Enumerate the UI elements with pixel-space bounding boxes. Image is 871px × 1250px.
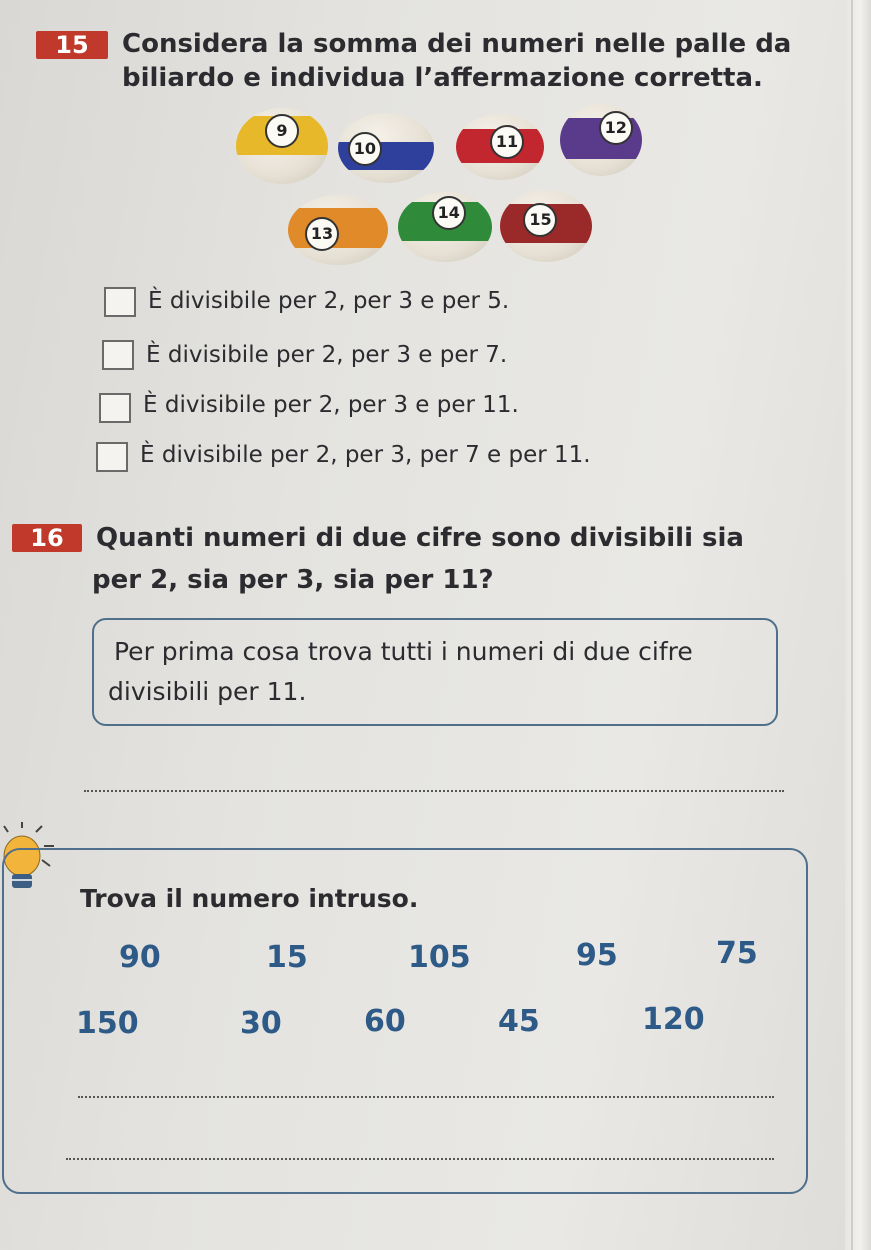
billiard-ball-15: [500, 190, 592, 262]
billiard-ball-11: [456, 114, 544, 180]
question-16-text-line2: per 2, sia per 3, sia per 11?: [92, 565, 494, 595]
option-3-text: È divisibile per 2, per 3 e per 11.: [143, 392, 519, 418]
option-3-checkbox[interactable]: [99, 393, 131, 423]
page-edge: [845, 0, 871, 1250]
intruso-number: 30: [240, 1006, 282, 1041]
question-16-text-line1: Quanti numeri di due cifre sono divisibili sia: [96, 523, 744, 553]
question-15-text-line1: Considera la somma dei numeri nelle palle da: [122, 29, 792, 59]
option-2-checkbox[interactable]: [102, 340, 134, 370]
option-4-checkbox[interactable]: [96, 442, 128, 472]
intruso-title: Trova il numero intruso.: [80, 884, 419, 913]
question-16-badge: 16: [12, 524, 82, 552]
intruso-number: 95: [576, 938, 618, 973]
billiard-ball-14: [398, 192, 492, 262]
hint-box: [92, 618, 778, 726]
option-1-text: È divisibile per 2, per 3 e per 5.: [148, 288, 510, 314]
question-15-text-line2: biliardo e individua l’affermazione corretta.: [122, 63, 763, 93]
ball-number: 9: [265, 114, 299, 148]
intruso-number: 75: [716, 936, 758, 971]
intruso-number: 150: [76, 1006, 139, 1041]
ball-number: 13: [305, 217, 339, 251]
hint-text-line1: Per prima cosa trova tutti i numeri di due cifre: [114, 637, 693, 666]
ball-number: 12: [599, 111, 633, 145]
intruso-number: 45: [498, 1004, 540, 1039]
answer-line: [78, 1096, 774, 1098]
billiard-ball-10: [338, 113, 434, 183]
intruso-number: 90: [119, 940, 161, 975]
billiard-ball-13: [288, 195, 388, 265]
ball-number: 14: [432, 196, 466, 230]
billiard-ball-9: [236, 108, 328, 184]
intruso-box: [2, 848, 808, 1194]
billiard-ball-12: [560, 104, 642, 176]
intruso-number: 120: [642, 1002, 705, 1037]
intruso-number: 105: [408, 940, 471, 975]
intruso-number: 15: [266, 940, 308, 975]
ball-number: 10: [348, 132, 382, 166]
intruso-number: 60: [364, 1004, 406, 1039]
answer-line: [84, 790, 784, 792]
ball-number: 11: [490, 125, 524, 159]
ball-number: 15: [523, 203, 557, 237]
question-15-badge: 15: [36, 31, 108, 59]
hint-text-line2: divisibili per 11.: [108, 677, 307, 706]
option-4-text: È divisibile per 2, per 3, per 7 e per 11.: [140, 442, 591, 468]
option-1-checkbox[interactable]: [104, 287, 136, 317]
option-2-text: È divisibile per 2, per 3 e per 7.: [146, 342, 508, 368]
answer-line: [66, 1158, 774, 1160]
